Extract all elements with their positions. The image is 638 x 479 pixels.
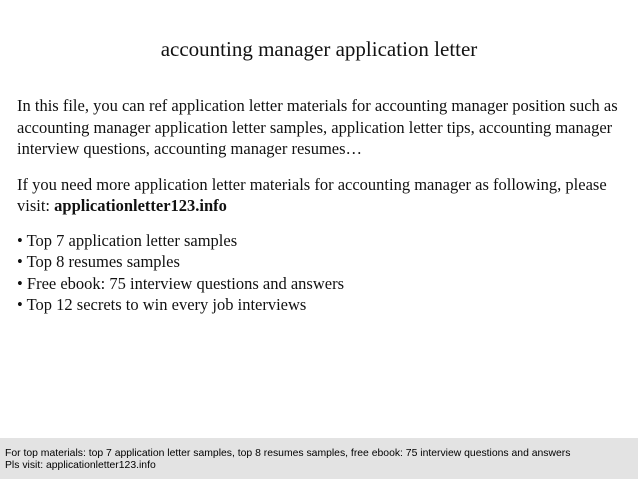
site-link[interactable]: applicationletter123.info [54, 196, 227, 215]
footer-line-visit[interactable]: Pls visit: applicationletter123.info [5, 460, 156, 471]
bullet-item: • Free ebook: 75 interview questions and answers [17, 273, 344, 293]
bullet-item: • Top 7 application letter samples [17, 230, 238, 250]
intro-paragraph: In this file, you can ref application letter materials for accounting manager position such as accounting manager application letter samples, application letter tips, accounting manager interview questions, accounting manager resumes… [17, 96, 618, 158]
visit-text: If you need more application letter materials for accounting manager as following, please visit: [17, 174, 607, 215]
footer-bar [0, 438, 638, 479]
slide-body [17, 95, 629, 316]
slide-title: accounting manager application letter [160, 37, 478, 61]
bullet-list [17, 230, 629, 316]
bullet-item: • Top 12 secrets to win every job interviews [17, 295, 307, 314]
visit-paragraph [17, 174, 629, 217]
bullet-item: • Top 8 resumes samples [17, 252, 180, 271]
footer-line-materials: For top materials: top 7 application letter samples, top 8 resumes samples, free ebook: 75 interview questions and answers [5, 448, 571, 459]
